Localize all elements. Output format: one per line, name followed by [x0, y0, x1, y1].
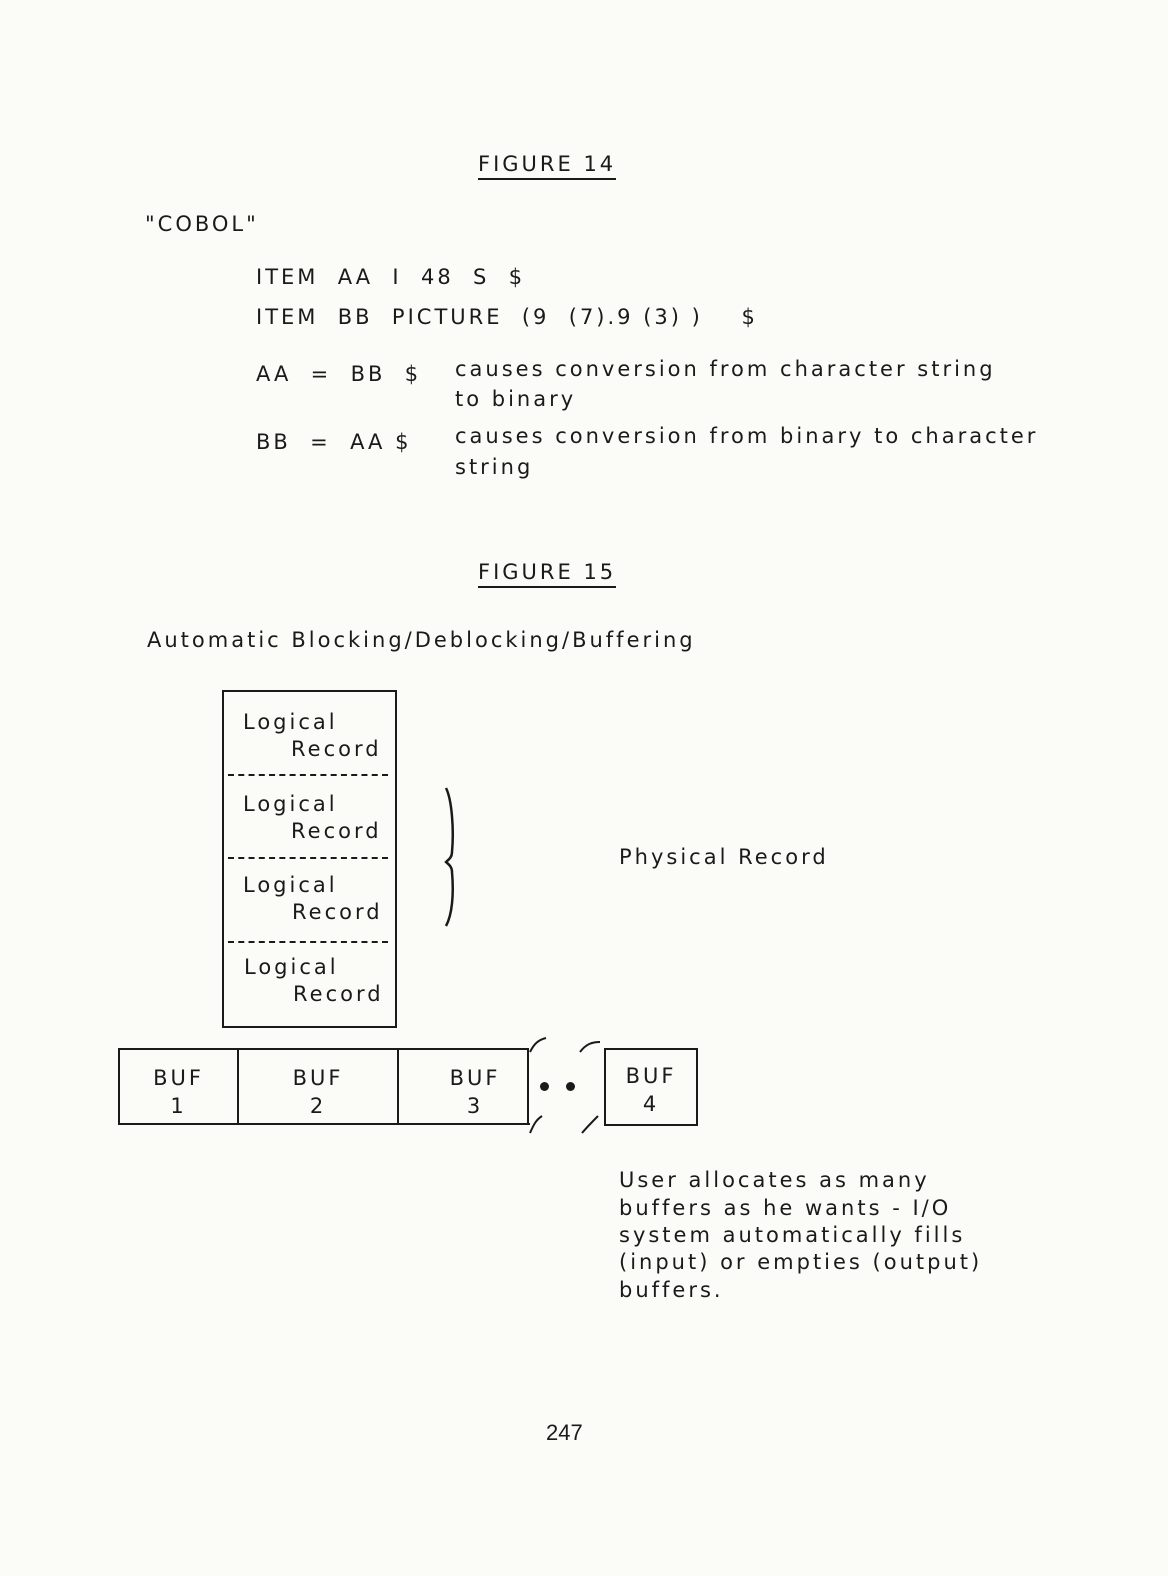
buffer-3-number: 3 [466, 1094, 484, 1118]
logical-record-1-line2: Record [291, 737, 382, 761]
language-label: "COBOL" [145, 212, 259, 236]
page-number: 247 [546, 1420, 583, 1445]
buffer-4 [606, 1062, 696, 1118]
code-line-1: ITEM AA I 48 S $ [256, 265, 526, 289]
code-line-2: ITEM BB PICTURE (9 (7).9 (3) ) $ [256, 305, 758, 329]
logical-record-4-line2: Record [293, 982, 384, 1006]
buffer-divider-3 [527, 1048, 529, 1125]
statement-1-desc-1: causes conversion from character string [455, 357, 996, 381]
physical-record-label: Physical Record [619, 845, 829, 869]
buffer-4-number: 4 [642, 1092, 660, 1116]
figure-14-title: FIGURE 14 [478, 152, 616, 180]
buffer-1-number: 1 [170, 1094, 187, 1118]
buffer-2-number: 2 [309, 1094, 327, 1118]
buffer-3-label: BUF [449, 1066, 501, 1090]
logical-record-4-line1: Logical [244, 955, 339, 979]
buffer-3 [440, 1064, 510, 1120]
buffer-row-top [118, 1048, 528, 1050]
buffer-1 [120, 1064, 237, 1120]
figure-15-subtitle: Automatic Blocking/Deblocking/Buffering [147, 628, 696, 652]
buffer-4-label: BUF [625, 1064, 677, 1088]
note-line-4: (input) or empties (output) [619, 1250, 983, 1274]
buffer-1-label: BUF [153, 1066, 204, 1090]
note-line-1: User allocates as many [619, 1168, 930, 1192]
buffer-divider-2 [397, 1048, 399, 1125]
buffer-2-label: BUF [292, 1066, 344, 1090]
statement-2-desc-1: causes conversion from binary to character [455, 424, 1039, 448]
note-line-5: buffers. [619, 1278, 724, 1302]
statement-1: AA = BB $ [256, 362, 422, 386]
statement-2-desc-2: string [455, 455, 534, 479]
buffer-2 [239, 1064, 397, 1120]
logical-record-2-line1: Logical [243, 792, 338, 816]
note-line-3: system automatically fills [619, 1223, 966, 1247]
note-line-2: buffers as he wants - I/O [619, 1196, 952, 1220]
statement-2: BB = AA $ [256, 430, 412, 454]
figure-15-title: FIGURE 15 [478, 560, 616, 588]
logical-record-3-line1: Logical [243, 873, 338, 897]
logical-record-1-line1: Logical [243, 710, 338, 734]
ellipsis-dot-2 [566, 1082, 575, 1091]
logical-record-2-line2: Record [291, 819, 382, 843]
logical-record-3-line2: Record [292, 900, 383, 924]
statement-1-desc-2: to binary [455, 387, 577, 411]
buffer-row-bottom [118, 1123, 530, 1125]
ellipsis-dot-1 [540, 1082, 549, 1091]
